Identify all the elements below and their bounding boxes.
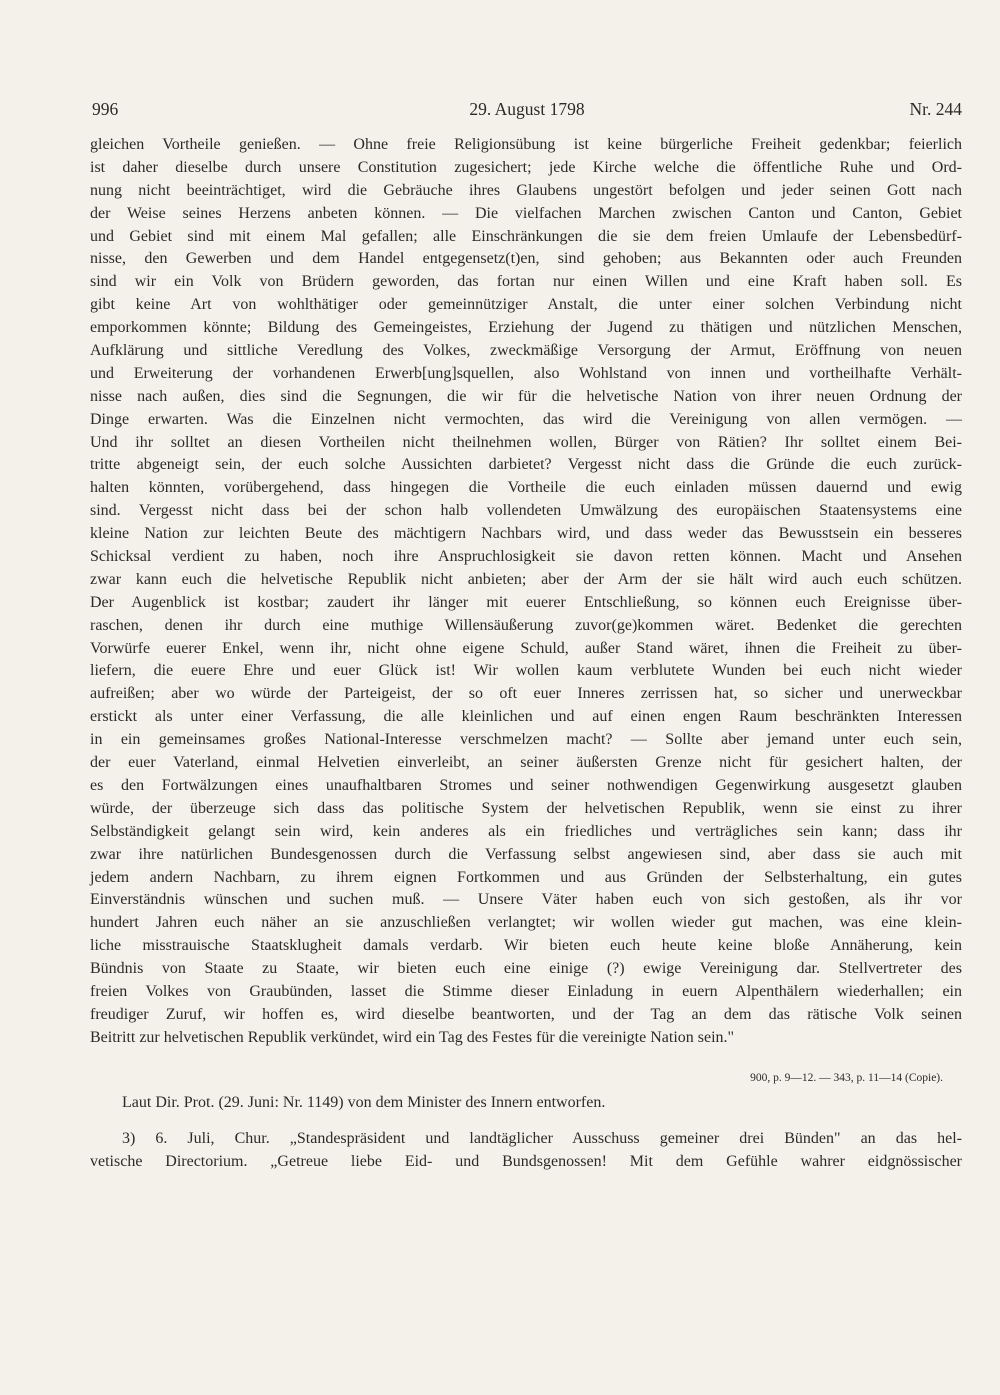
text-line: raschen, denen ihr durch eine muthige Willensäußerung zuvor(ge)kommen wäret. Bedenket die gerechten bbox=[90, 616, 962, 634]
text-line: freudiger Zuruf, wir hoffen es, wird dieselbe beantworten, und der Tag an dem das rätische Volk seinen bbox=[90, 1005, 962, 1023]
source-reference: 900, p. 9—12. — 343, p. 11—14 (Copie). bbox=[750, 1072, 943, 1084]
document-number: Nr. 244 bbox=[909, 99, 962, 119]
text-line: Aufklärung und sittliche Veredlung des Volkes, zweckmäßige Versorgung der Armut, Eröffnung von neuen bbox=[90, 342, 962, 360]
text-line: Beitritt zur helvetischen Republik verkündet, wird ein Tag des Festes für die vereinigte Nation sein." bbox=[90, 1028, 735, 1046]
text-line: sind. Vergesst nicht dass bei der schon halb vollendeten Umwälzung des europäischen Staatensystems eine bbox=[90, 502, 962, 520]
page-number: 996 bbox=[92, 99, 119, 119]
running-header bbox=[92, 99, 962, 125]
text-line: nisse, den Gewerben und dem Handel entgegensetz(t)en, sind gehoben; aus Bekannten oder auch Freunden bbox=[90, 250, 962, 268]
text-line: zwar kann euch die helvetische Republik nicht anbieten; aber der Arm der sie hält wird auch euch schützen. bbox=[90, 570, 962, 588]
text-line: und Gebiet sind mit einem Mal gefallen; alle Einschränkungen die sie dem freien Umlaufe der Lebensbedürf- bbox=[90, 227, 962, 245]
text-line: nung nicht beeinträchtiget, wird die Gebräuche ihres Glaubens ungestört befolgen und jeder seinen Gott nach bbox=[90, 181, 962, 199]
text-line: Einverständnis wünschen und suchen muß. — Unsere Väter haben euch von sich gestoßen, als ihr vor bbox=[90, 891, 962, 909]
text-line: Und ihr solltet an diesen Vortheilen nicht theilnehmen wollen, Bürger von Rätien? Ihr solltet einem Bei- bbox=[90, 433, 962, 451]
next-entry bbox=[90, 1127, 962, 1173]
text-line: sind wir ein Volk von Brüdern geworden, das fortan nur einen Willen und eine Kraft haben soll. Es bbox=[90, 273, 962, 291]
text-line: es den Fortwälzungen eines unaufhaltbaren Stromes und seiner nothwendigen Gegenwirkung ausgesetzt glauben bbox=[90, 776, 962, 794]
text-line: und Erweiterung der vorhandenen Erwerb[ung]squellen, also Wohlstand von innen und vortheilhafte Verhält- bbox=[90, 364, 962, 382]
entry-line: vetische Directorium. „Getreue liebe Eid- und Bundsgenossen! Mit dem Gefühle wahrer eidgnössischer bbox=[90, 1152, 962, 1170]
drafting-note: Laut Dir. Prot. (29. Juni: Nr. 1149) von dem Minister des Innern entworfen. bbox=[122, 1094, 606, 1111]
text-line: Selbständigkeit gelangt sein wird, kein anderes als ein friedliches und verträgliches sein kann; dass ihr bbox=[90, 822, 962, 840]
text-line: liefern, die euere Ehre und euer Glück ist! Wir wollen kaum verblutete Wunden bei euch nicht wieder bbox=[90, 662, 962, 680]
text-line: der Weise seines Herzens anbeten können. — Die vielfachen Marchen zwischen Canton und Canton, Gebiet bbox=[90, 204, 962, 222]
text-line: ist daher dieselbe durch unsere Constitution zugesichert; jede Kirche welche die öffentliche Ruhe und Ord- bbox=[90, 158, 962, 176]
text-line: würde, der überzeuge sich dass das politische System der helvetischen Republik, wenn sie einst zu ihrer bbox=[90, 799, 962, 817]
text-line: aufreißen; aber wo würde der Parteigeist, der so oft euer Inneres zerrissen hat, so sicher und unerweckbar bbox=[90, 685, 962, 703]
text-line: jedem andern Nachbarn, zu ihrem eignen Fortkommen und aus Gründen der Selbsterhaltung, ein gutes bbox=[90, 868, 962, 886]
header-date: 29. August 1798 bbox=[469, 99, 585, 119]
text-line: nisse nach außen, dies sind die Segnungen, die wir für die helvetische Nation von ihrer neuen Ordnung der bbox=[90, 387, 962, 405]
body-text bbox=[90, 134, 962, 1050]
text-line: Dinge erwarten. Was die Einzelnen nicht vermochten, das wird die Vereinigung von allen vermögen. — bbox=[90, 410, 962, 428]
text-line: gleichen Vortheile genießen. — Ohne freie Religionsübung ist keine bürgerliche Freiheit gedenkbar; feierlich bbox=[90, 136, 962, 153]
entry-line: 3) 6. Juli, Chur. „Standespräsident und landtäglicher Ausschuss gemeiner drei Bünden" an das hel- bbox=[122, 1130, 962, 1147]
text-line: freien Volkes von Graubünden, lasset die Stimme dieser Einladung in euern Alpenthälern wiederhallen; ein bbox=[90, 982, 962, 1000]
text-line: Schicksal verdient zu haben, noch ihre Anspruchlosigkeit sie davon retten können. Macht und Ansehen bbox=[90, 548, 962, 566]
text-line: Bündnis von Staate zu Staate, wir bieten euch eine einige (?) ewige Vereinigung dar. Stellvertreter des bbox=[90, 960, 962, 978]
text-line: halten könnten, vorübergehend, dass hingegen die Vortheile die euch einladen müssen dauernd und ewig bbox=[90, 479, 962, 497]
text-line: kleine Nation zur leichten Beute des mächtigern Nachbars wird, und dass weder das Bewusstsein ein besseres bbox=[90, 525, 962, 543]
text-line: Der Augenblick ist kostbar; zaudert ihr länger mit euerer Entschließung, so können euch Ereignisse über- bbox=[90, 593, 962, 611]
text-line: gibt keine Art von wohlthätiger oder gemeinnütziger Anstalt, die unter einer solchen Verbindung nicht bbox=[90, 296, 962, 314]
text-line: zwar ihre natürlichen Bundesgenossen durch die Verfassung selbst angewiesen sind, aber dass sie auch mit bbox=[90, 845, 962, 863]
text-line: der euer Vaterland, einmal Helvetien einverleibt, an seiner äußersten Grenze nicht für gesichert halten, der bbox=[90, 754, 962, 772]
text-line: emporkommen könnte; Bildung des Gemeingeistes, Erziehung der Jugend zu thätigen und nützlichen Menschen, bbox=[90, 319, 962, 337]
text-line: tritte abgeneigt sein, der euch solche Aussichten darbietet? Vergesst nicht dass die Gründe die euch zurück- bbox=[90, 456, 962, 474]
text-line: erstickt als unter einer Verfassung, die alle kleinlichen und auf einen engen Raum beschränkten Interessen bbox=[90, 708, 962, 726]
text-line: Vorwürfe euerer Enkel, wenn ihr, nicht ohne eigene Schuld, außer Stand wäret, ihnen die Freiheit zu über- bbox=[90, 639, 962, 657]
text-line: in ein gemeinsames großes National-Interesse verschmelzen macht? — Sollte aber jemand unter euch sein, bbox=[90, 731, 962, 749]
text-line: hundert Jahren euch näher an sie anzuschließen verlangtet; wir wollen wieder gut machen, was eine klein- bbox=[90, 914, 962, 932]
text-line: liche misstrauische Staatsklugheit damals verdarb. Wir bieten euch heute keine bloße Annäherung, kein bbox=[90, 937, 962, 955]
